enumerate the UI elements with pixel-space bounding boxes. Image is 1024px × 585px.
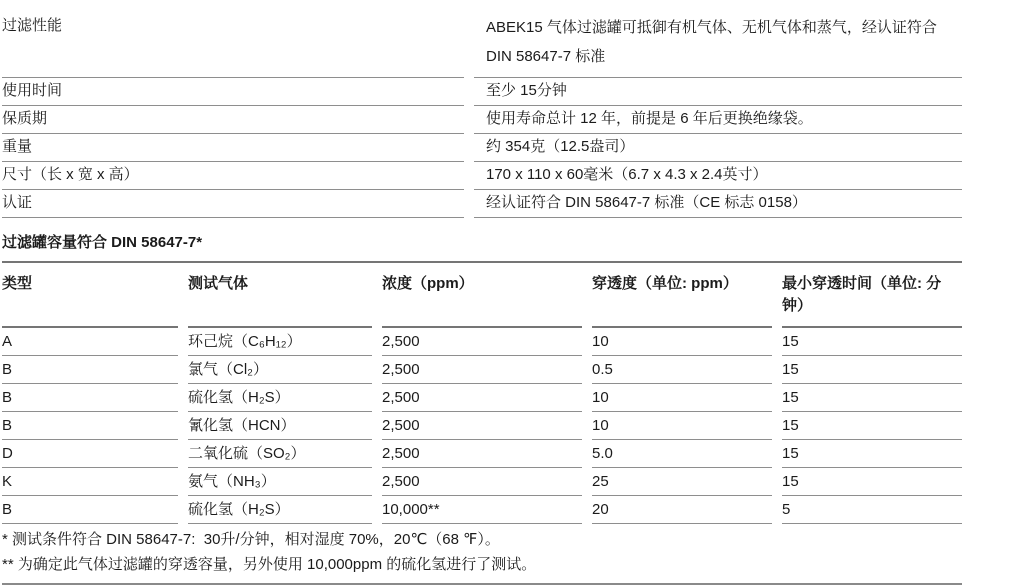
table-cell: 0.5 xyxy=(592,356,772,384)
table-cell: 10,000** xyxy=(382,496,582,524)
column-header-min-time: 最小穿透时间（单位: 分钟） xyxy=(782,263,962,328)
spec-value-weight: 约 354克（12.5盎司） xyxy=(474,134,962,162)
column-header-concentration: 浓度（ppm） xyxy=(382,263,582,328)
table-cell: 硫化氢（H₂S） xyxy=(188,384,372,412)
table-cell: 25 xyxy=(592,468,772,496)
table-cell: 15 xyxy=(782,356,962,384)
table-cell: 15 xyxy=(782,468,962,496)
table-cell: D xyxy=(2,440,178,468)
table-cell: 15 xyxy=(782,384,962,412)
spec-value-filter-performance: ABEK15 气体过滤罐可抵御有机气体、无机气体和蒸气，经认证符合 DIN 58647-7 标准 xyxy=(474,13,962,78)
table-cell: 20 xyxy=(592,496,772,524)
column-header-type: 类型 xyxy=(2,263,178,328)
spec-value-dimensions: 170 x 110 x 60毫米（6.7 x 4.3 x 2.4英寸） xyxy=(474,162,962,190)
table-cell: 10 xyxy=(592,412,772,440)
table-cell: 氯气（Cl₂） xyxy=(188,356,372,384)
table-cell: 15 xyxy=(782,440,962,468)
table-cell: B xyxy=(2,356,178,384)
table-cell: 氨气（NH₃） xyxy=(188,468,372,496)
table-cell: 二氧化硫（SO₂） xyxy=(188,440,372,468)
table-cell: 2,500 xyxy=(382,468,582,496)
table-cell: A xyxy=(2,328,178,356)
spec-value-shelf-life: 使用寿命总计 12 年，前提是 6 年后更换绝缘袋。 xyxy=(474,106,962,134)
column-header-breakthrough: 穿透度（单位: ppm） xyxy=(592,263,772,328)
table-cell: 2,500 xyxy=(382,412,582,440)
capacity-table xyxy=(2,263,962,524)
table-cell: 2,500 xyxy=(382,440,582,468)
table-cell: 15 xyxy=(782,328,962,356)
footnotes xyxy=(2,524,962,585)
table-cell: 2,500 xyxy=(382,328,582,356)
spec-label-filter-performance: 过滤性能 xyxy=(2,13,464,78)
spec-label-certification: 认证 xyxy=(2,190,464,218)
spec-label-dimensions: 尺寸（长 x 宽 x 高） xyxy=(2,162,464,190)
table-cell: 2,500 xyxy=(382,356,582,384)
spec-label-shelf-life: 保质期 xyxy=(2,106,464,134)
table-cell: 2,500 xyxy=(382,384,582,412)
table-cell: B xyxy=(2,412,178,440)
footnote-breakthrough-capacity: ** 为确定此气体过滤罐的穿透容量，另外使用 10,000ppm 的硫化氢进行了测试。 xyxy=(2,556,537,573)
footnote-test-conditions: * 测试条件符合 DIN 58647-7: 30升/分钟，相对湿度 70%，20℃（68 ℉）。 xyxy=(2,531,500,548)
table-cell: 10 xyxy=(592,328,772,356)
table-cell: 环己烷（C₆H₁₂） xyxy=(188,328,372,356)
table-cell: 氰化氢（HCN） xyxy=(188,412,372,440)
spec-value-certification: 经认证符合 DIN 58647-7 标准（CE 标志 0158） xyxy=(474,190,962,218)
column-header-test-gas: 测试气体 xyxy=(188,263,372,328)
table-cell: 15 xyxy=(782,412,962,440)
spec-label-weight: 重量 xyxy=(2,134,464,162)
capacity-table-title: 过滤罐容量符合 DIN 58647-7* xyxy=(2,231,962,263)
table-cell: 10 xyxy=(592,384,772,412)
table-cell: 硫化氢（H₂S） xyxy=(188,496,372,524)
table-cell: K xyxy=(2,468,178,496)
table-cell: B xyxy=(2,496,178,524)
table-cell: 5.0 xyxy=(592,440,772,468)
spec-value-usage-time: 至少 15分钟 xyxy=(474,78,962,106)
spec-table xyxy=(2,13,962,218)
table-cell: 5 xyxy=(782,496,962,524)
spec-label-usage-time: 使用时间 xyxy=(2,78,464,106)
table-cell: B xyxy=(2,384,178,412)
